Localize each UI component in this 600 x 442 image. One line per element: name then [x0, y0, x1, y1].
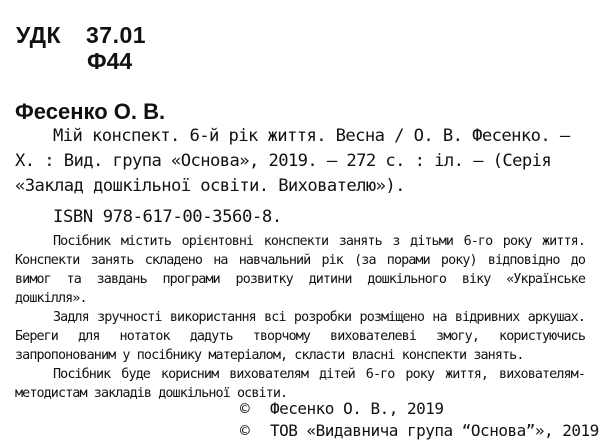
- copyright-block: [240, 398, 599, 442]
- bibliographic-description: Мій конспект. 6-й рік життя. Весна / О. В. Фесенко. — Х. : Вид. група «Основа», 2019. — 272 с. : іл. — (Серія «Заклад дошкільної освіти. Вихователю»).: [15, 126, 570, 196]
- copyright-holder: ТОВ «Видавнича група “Основа”», 2019: [270, 421, 599, 440]
- author-sign: Ф44: [87, 48, 133, 74]
- copyright-symbol: ©: [240, 399, 250, 418]
- annotation-paragraph: Задля зручності використання всі розробки розміщено на відривних аркушах. Береги для нотаток дадуть творчому вихователеві змогу, користуючись запропонованим у посібнику матеріалом, скласти власні конспекти занять.: [15, 310, 585, 363]
- copyright-symbol: ©: [240, 421, 250, 440]
- udk-code: 37.01: [86, 22, 147, 48]
- copyright-holder: Фесенко О. В., 2019: [270, 399, 444, 418]
- udk-label: УДК: [16, 22, 62, 48]
- udk-block: [16, 22, 147, 48]
- copyright-line: [240, 420, 599, 442]
- annotation-paragraph: Посібник буде корисним вихователям дітей 6-го року життя, вихователям-методистам закладів дошкільної освіти.: [15, 367, 585, 401]
- author-heading: Фесенко О. В.: [15, 99, 166, 124]
- annotation: [15, 232, 585, 403]
- copyright-line: [240, 398, 599, 420]
- annotation-paragraph: Посібник містить орієнтовні конспекти занять з дітьми 6-го року життя. Конспекти занять складено на навчальний рік (за порами року) відповідно до вимог та завдань програми розвитку дитини дошкільного віку «Українське дошкілля».: [15, 234, 585, 306]
- isbn: ISBN 978-617-00-3560-8.: [53, 207, 282, 227]
